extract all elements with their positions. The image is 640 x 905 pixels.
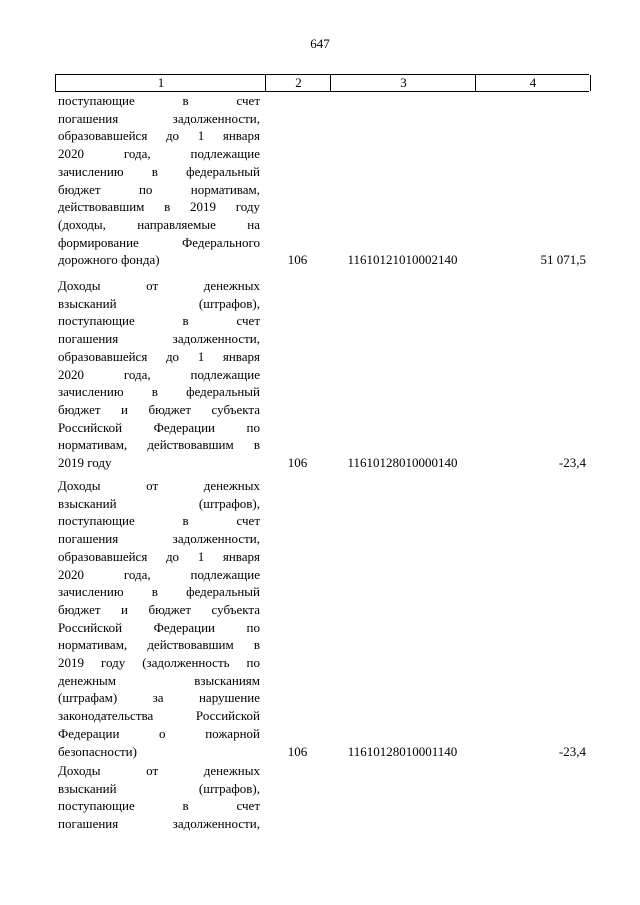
description-line: 2020 года, подлежащие	[58, 366, 260, 382]
description-line: образовавшейся до 1 января	[58, 128, 260, 144]
description-line: поступающие в счет	[58, 93, 260, 108]
description-line: 2019 году (задолженность по	[58, 655, 260, 671]
description-line: Федерации о пожарной	[58, 725, 260, 741]
description-line: погашения задолженности,	[58, 331, 260, 347]
description-line: поступающие в счет	[58, 513, 260, 529]
description-line: Доходы от денежных	[58, 763, 260, 778]
description-line: погашения задолженности,	[58, 110, 260, 126]
description-line: бюджет по нормативам,	[58, 181, 260, 197]
description-line: зачислению в федеральный	[58, 584, 260, 600]
amount-value: -23,4	[558, 743, 586, 759]
budget-classification-code: 11610121010002140	[347, 252, 458, 268]
description-line: бюджет и бюджет субъекта	[58, 601, 260, 617]
description-line: безопасности)	[58, 743, 137, 759]
description-line: Российской Федерации по	[58, 619, 260, 635]
description-line: зачислению в федеральный	[58, 384, 260, 400]
admin-code: 106	[287, 455, 308, 470]
amount-value: -23,4	[558, 455, 586, 470]
header-col-1: 1	[55, 75, 266, 91]
row-description	[58, 477, 260, 760]
description-line: бюджет и бюджет субъекта	[58, 401, 260, 417]
budget-classification-code: 11610128010000140	[347, 455, 458, 470]
description-line: Доходы от денежных	[58, 478, 260, 493]
description-line: 2020 года, подлежащие	[58, 566, 260, 582]
description-line: Российской Федерации по	[58, 419, 260, 435]
description-line: 2019 году	[58, 455, 112, 471]
description-line: (штрафам) за нарушение	[58, 690, 260, 706]
description-line: погашения задолженности,	[58, 531, 260, 547]
description-line: образовавшейся до 1 января	[58, 548, 260, 564]
header-col-4: 4	[475, 75, 591, 91]
admin-code: 106	[287, 743, 308, 759]
description-line: Доходы от денежных	[58, 278, 260, 293]
description-line: законодательства Российской	[58, 708, 260, 724]
header-col-2: 2	[265, 75, 331, 91]
description-line: образовавшейся до 1 января	[58, 348, 260, 364]
header-col-3: 3	[330, 75, 476, 91]
description-line: погашения задолженности,	[58, 816, 260, 832]
description-line: (доходы, направляемые на	[58, 216, 260, 232]
description-line: формирование Федерального	[58, 234, 260, 250]
description-line: 2020 года, подлежащие	[58, 146, 260, 162]
table-header	[55, 74, 589, 92]
page-number: 647	[310, 36, 330, 51]
description-line: нормативам, действовавшим в	[58, 437, 260, 453]
description-line: нормативам, действовавшим в	[58, 637, 260, 653]
description-line: поступающие в счет	[58, 313, 260, 329]
description-line: взысканий (штрафов),	[58, 780, 260, 796]
description-line: поступающие в счет	[58, 798, 260, 814]
description-line: зачислению в федеральный	[58, 163, 260, 179]
row-description	[58, 92, 260, 269]
budget-classification-code: 11610128010001140	[347, 743, 458, 759]
row-description	[58, 762, 260, 833]
row-description	[58, 277, 260, 472]
description-line: дорожного фонда)	[58, 252, 160, 268]
admin-code: 106	[287, 252, 308, 268]
description-line: взысканий (штрафов),	[58, 495, 260, 511]
description-line: взысканий (штрафов),	[58, 295, 260, 311]
description-line: действовавшим в 2019 году	[58, 199, 260, 215]
description-line: денежным взысканиям	[58, 672, 260, 688]
amount-value: 51 071,5	[540, 252, 586, 268]
